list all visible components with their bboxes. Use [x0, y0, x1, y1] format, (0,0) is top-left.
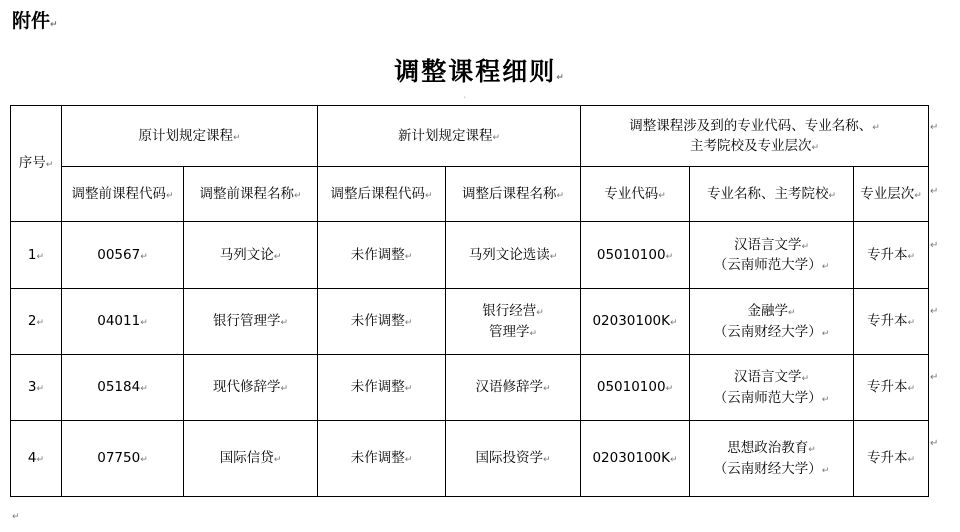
row-end-mark: ↵ [930, 372, 939, 383]
table-row [11, 289, 929, 355]
cell-seq: 3↵ [11, 355, 62, 421]
cell-seq: 2↵ [11, 289, 62, 355]
paragraph-mark: ↵ [12, 512, 20, 522]
cell-before-name: 国际信贷↵ [184, 421, 318, 497]
header-seq: 序号↵ [11, 106, 62, 222]
cell-after-name: 国际投资学↵ [446, 421, 581, 497]
cell-before-code: 04011↵ [62, 289, 184, 355]
paragraph-mark: ↵ [556, 73, 566, 83]
cell-major-name: 汉语言文学↵ （云南师范大学）↵ [690, 355, 854, 421]
cell-seq: 1↵ [11, 222, 62, 289]
cell-before-name: 马列文论↵ [184, 222, 318, 289]
table-row [11, 355, 929, 421]
cell-level: 专升本↵ [854, 421, 929, 497]
paragraph-mark: ↵ [50, 20, 58, 30]
cell-before-name: 现代修辞学↵ [184, 355, 318, 421]
row-end-mark: ↵ [930, 122, 939, 133]
cell-after-code: 未作调整↵ [318, 222, 446, 289]
cell-major-name: 金融学↵ （云南财经大学）↵ [690, 289, 854, 355]
table-row [11, 421, 929, 497]
small-mark: ˋ [463, 96, 467, 105]
header-original-group: 原计划规定课程↵ [62, 106, 318, 167]
cell-major-code: 05010100↵ [581, 355, 690, 421]
cell-after-name: 银行经营↵ 管理学↵ [446, 289, 581, 355]
row-end-mark: ↵ [930, 438, 939, 449]
row-end-mark: ↵ [930, 306, 939, 317]
cell-before-code: 00567↵ [62, 222, 184, 289]
row-end-mark: ↵ [930, 240, 939, 251]
cell-major-code: 02030100K↵ [581, 289, 690, 355]
header-level: 专业层次↵ [854, 167, 929, 222]
header-after-name: 调整后课程名称↵ [446, 167, 581, 222]
cell-level: 专升本↵ [854, 222, 929, 289]
header-major-name: 专业名称、主考院校↵ [690, 167, 854, 222]
cell-major-code: 02030100K↵ [581, 421, 690, 497]
cell-after-code: 未作调整↵ [318, 421, 446, 497]
cell-level: 专升本↵ [854, 355, 929, 421]
course-adjustment-table [10, 105, 929, 497]
header-before-code: 调整前课程代码↵ [62, 167, 184, 222]
cell-after-code: 未作调整↵ [318, 289, 446, 355]
cell-before-code: 05184↵ [62, 355, 184, 421]
header-row-2 [11, 167, 929, 222]
header-major-code: 专业代码↵ [581, 167, 690, 222]
header-after-code: 调整后课程代码↵ [318, 167, 446, 222]
cell-major-name: 汉语言文学↵ （云南师范大学）↵ [690, 222, 854, 289]
cell-before-name: 银行管理学↵ [184, 289, 318, 355]
header-before-name: 调整前课程名称↵ [184, 167, 318, 222]
header-new-group: 新计划规定课程↵ [318, 106, 581, 167]
cell-after-name: 汉语修辞学↵ [446, 355, 581, 421]
row-end-mark: ↵ [930, 186, 939, 197]
cell-level: 专升本↵ [854, 289, 929, 355]
cell-after-code: 未作调整↵ [318, 355, 446, 421]
cell-major-name: 思想政治教育↵ （云南财经大学）↵ [690, 421, 854, 497]
cell-after-name: 马列文论选读↵ [446, 222, 581, 289]
document-title: 调整课程细则↵ [394, 57, 566, 86]
cell-seq: 4↵ [11, 421, 62, 497]
cell-before-code: 07750↵ [62, 421, 184, 497]
header-row-1 [11, 106, 929, 167]
table-row [11, 222, 929, 289]
header-major-group: 调整课程涉及到的专业代码、专业名称、↵ 主考院校及专业层次↵ [581, 106, 929, 167]
attachment-label: 附件↵ [12, 10, 58, 32]
cell-major-code: 05010100↵ [581, 222, 690, 289]
